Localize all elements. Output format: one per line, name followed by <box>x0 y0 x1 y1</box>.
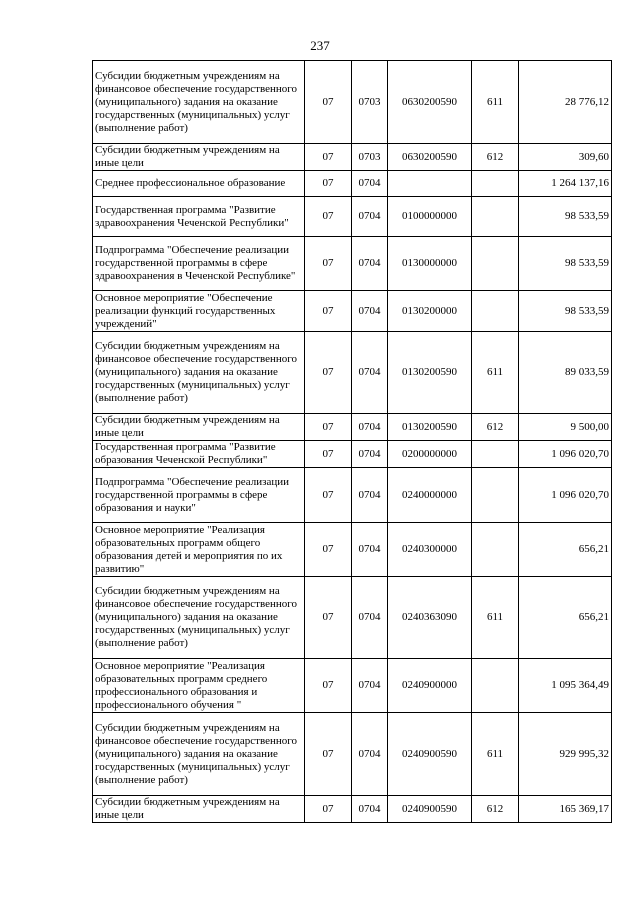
row-name: Основное мероприятие "Реализация образовательных программ общего образования детей и мероприятия по их развитию" <box>93 523 305 577</box>
target-article-code <box>388 171 472 197</box>
table-row <box>93 291 612 332</box>
row-name: Подпрограмма "Обеспечение реализации государственной программы в сфере здравоохранения в Чеченской Республике" <box>93 237 305 291</box>
expense-type-code <box>472 171 519 197</box>
table-row <box>93 441 612 468</box>
row-name: Субсидии бюджетным учреждениям на финансовое обеспечение государственного (муниципального) задания на оказание государственных (муниципальных) услуг (выполнение работ) <box>93 332 305 414</box>
section-code: 07 <box>305 171 352 197</box>
expense-type-code: 611 <box>472 61 519 144</box>
target-article-code: 0240900590 <box>388 796 472 823</box>
row-name: Государственная программа "Развитие здравоохранения Чеченской Республики" <box>93 197 305 237</box>
row-name: Субсидии бюджетным учреждениям на финансовое обеспечение государственного (муниципального) задания на оказание государственных (муниципальных) услуг (выполнение работ) <box>93 713 305 796</box>
subsection-code: 0704 <box>352 468 388 523</box>
expense-type-code: 611 <box>472 713 519 796</box>
row-name: Субсидии бюджетным учреждениям на финансовое обеспечение государственного (муниципального) задания на оказание государственных (муниципальных) услуг (выполнение работ) <box>93 61 305 144</box>
amount: 98 533,59 <box>519 197 612 237</box>
target-article-code: 0130200590 <box>388 414 472 441</box>
page-number: 237 <box>310 38 330 53</box>
target-article-code: 0630200590 <box>388 144 472 171</box>
table-row <box>93 468 612 523</box>
section-code: 07 <box>305 144 352 171</box>
row-name: Среднее профессиональное образование <box>93 171 305 197</box>
expense-type-code <box>472 291 519 332</box>
amount: 656,21 <box>519 577 612 659</box>
table-row <box>93 523 612 577</box>
amount: 1 096 020,70 <box>519 441 612 468</box>
subsection-code: 0704 <box>352 523 388 577</box>
row-name: Основное мероприятие "Реализация образовательных программ среднего профессионального образования и профессионального обучения " <box>93 659 305 713</box>
expense-type-code: 611 <box>472 577 519 659</box>
section-code: 07 <box>305 441 352 468</box>
target-article-code: 0240900590 <box>388 713 472 796</box>
expense-type-code: 611 <box>472 332 519 414</box>
subsection-code: 0704 <box>352 332 388 414</box>
target-article-code: 0240300000 <box>388 523 472 577</box>
table-row <box>93 796 612 823</box>
amount: 89 033,59 <box>519 332 612 414</box>
section-code: 07 <box>305 332 352 414</box>
expense-type-code: 612 <box>472 414 519 441</box>
subsection-code: 0704 <box>352 796 388 823</box>
section-code: 07 <box>305 237 352 291</box>
section-code: 07 <box>305 659 352 713</box>
table-row <box>93 144 612 171</box>
section-code: 07 <box>305 523 352 577</box>
amount: 28 776,12 <box>519 61 612 144</box>
expense-type-code <box>472 468 519 523</box>
row-name: Субсидии бюджетным учреждениям на иные цели <box>93 414 305 441</box>
section-code: 07 <box>305 468 352 523</box>
subsection-code: 0704 <box>352 659 388 713</box>
section-code: 07 <box>305 197 352 237</box>
expense-type-code <box>472 237 519 291</box>
amount: 929 995,32 <box>519 713 612 796</box>
target-article-code: 0130200590 <box>388 332 472 414</box>
section-code: 07 <box>305 414 352 441</box>
budget-table-body <box>93 61 612 823</box>
row-name: Подпрограмма "Обеспечение реализации государственной программы в сфере образования и науки" <box>93 468 305 523</box>
amount: 309,60 <box>519 144 612 171</box>
target-article-code: 0200000000 <box>388 441 472 468</box>
table-row <box>93 414 612 441</box>
expense-type-code <box>472 441 519 468</box>
expense-type-code: 612 <box>472 796 519 823</box>
amount: 98 533,59 <box>519 237 612 291</box>
table-row <box>93 713 612 796</box>
budget-table <box>92 60 612 823</box>
target-article-code: 0240900000 <box>388 659 472 713</box>
row-name: Субсидии бюджетным учреждениям на иные цели <box>93 796 305 823</box>
target-article-code: 0630200590 <box>388 61 472 144</box>
target-article-code: 0240363090 <box>388 577 472 659</box>
subsection-code: 0704 <box>352 237 388 291</box>
subsection-code: 0704 <box>352 197 388 237</box>
expense-type-code <box>472 659 519 713</box>
subsection-code: 0703 <box>352 61 388 144</box>
section-code: 07 <box>305 61 352 144</box>
section-code: 07 <box>305 291 352 332</box>
subsection-code: 0704 <box>352 441 388 468</box>
section-code: 07 <box>305 796 352 823</box>
expense-type-code <box>472 523 519 577</box>
table-row <box>93 197 612 237</box>
amount: 9 500,00 <box>519 414 612 441</box>
subsection-code: 0704 <box>352 291 388 332</box>
table-row <box>93 237 612 291</box>
row-name: Государственная программа "Развитие образования Чеченской Республики" <box>93 441 305 468</box>
amount: 1 096 020,70 <box>519 468 612 523</box>
amount: 656,21 <box>519 523 612 577</box>
table-row <box>93 171 612 197</box>
amount: 98 533,59 <box>519 291 612 332</box>
target-article-code: 0240000000 <box>388 468 472 523</box>
amount: 1 264 137,16 <box>519 171 612 197</box>
row-name: Субсидии бюджетным учреждениям на иные цели <box>93 144 305 171</box>
row-name: Основное мероприятие "Обеспечение реализации функций государственных учреждений" <box>93 291 305 332</box>
target-article-code: 0130000000 <box>388 237 472 291</box>
section-code: 07 <box>305 713 352 796</box>
section-code: 07 <box>305 577 352 659</box>
subsection-code: 0704 <box>352 171 388 197</box>
row-name: Субсидии бюджетным учреждениям на финансовое обеспечение государственного (муниципального) задания на оказание государственных (муниципальных) услуг (выполнение работ) <box>93 577 305 659</box>
target-article-code: 0100000000 <box>388 197 472 237</box>
target-article-code: 0130200000 <box>388 291 472 332</box>
expense-type-code <box>472 197 519 237</box>
expense-type-code: 612 <box>472 144 519 171</box>
subsection-code: 0704 <box>352 713 388 796</box>
amount: 165 369,17 <box>519 796 612 823</box>
table-row <box>93 332 612 414</box>
subsection-code: 0704 <box>352 414 388 441</box>
table-row <box>93 577 612 659</box>
subsection-code: 0704 <box>352 577 388 659</box>
amount: 1 095 364,49 <box>519 659 612 713</box>
table-row <box>93 61 612 144</box>
table-row <box>93 659 612 713</box>
subsection-code: 0703 <box>352 144 388 171</box>
